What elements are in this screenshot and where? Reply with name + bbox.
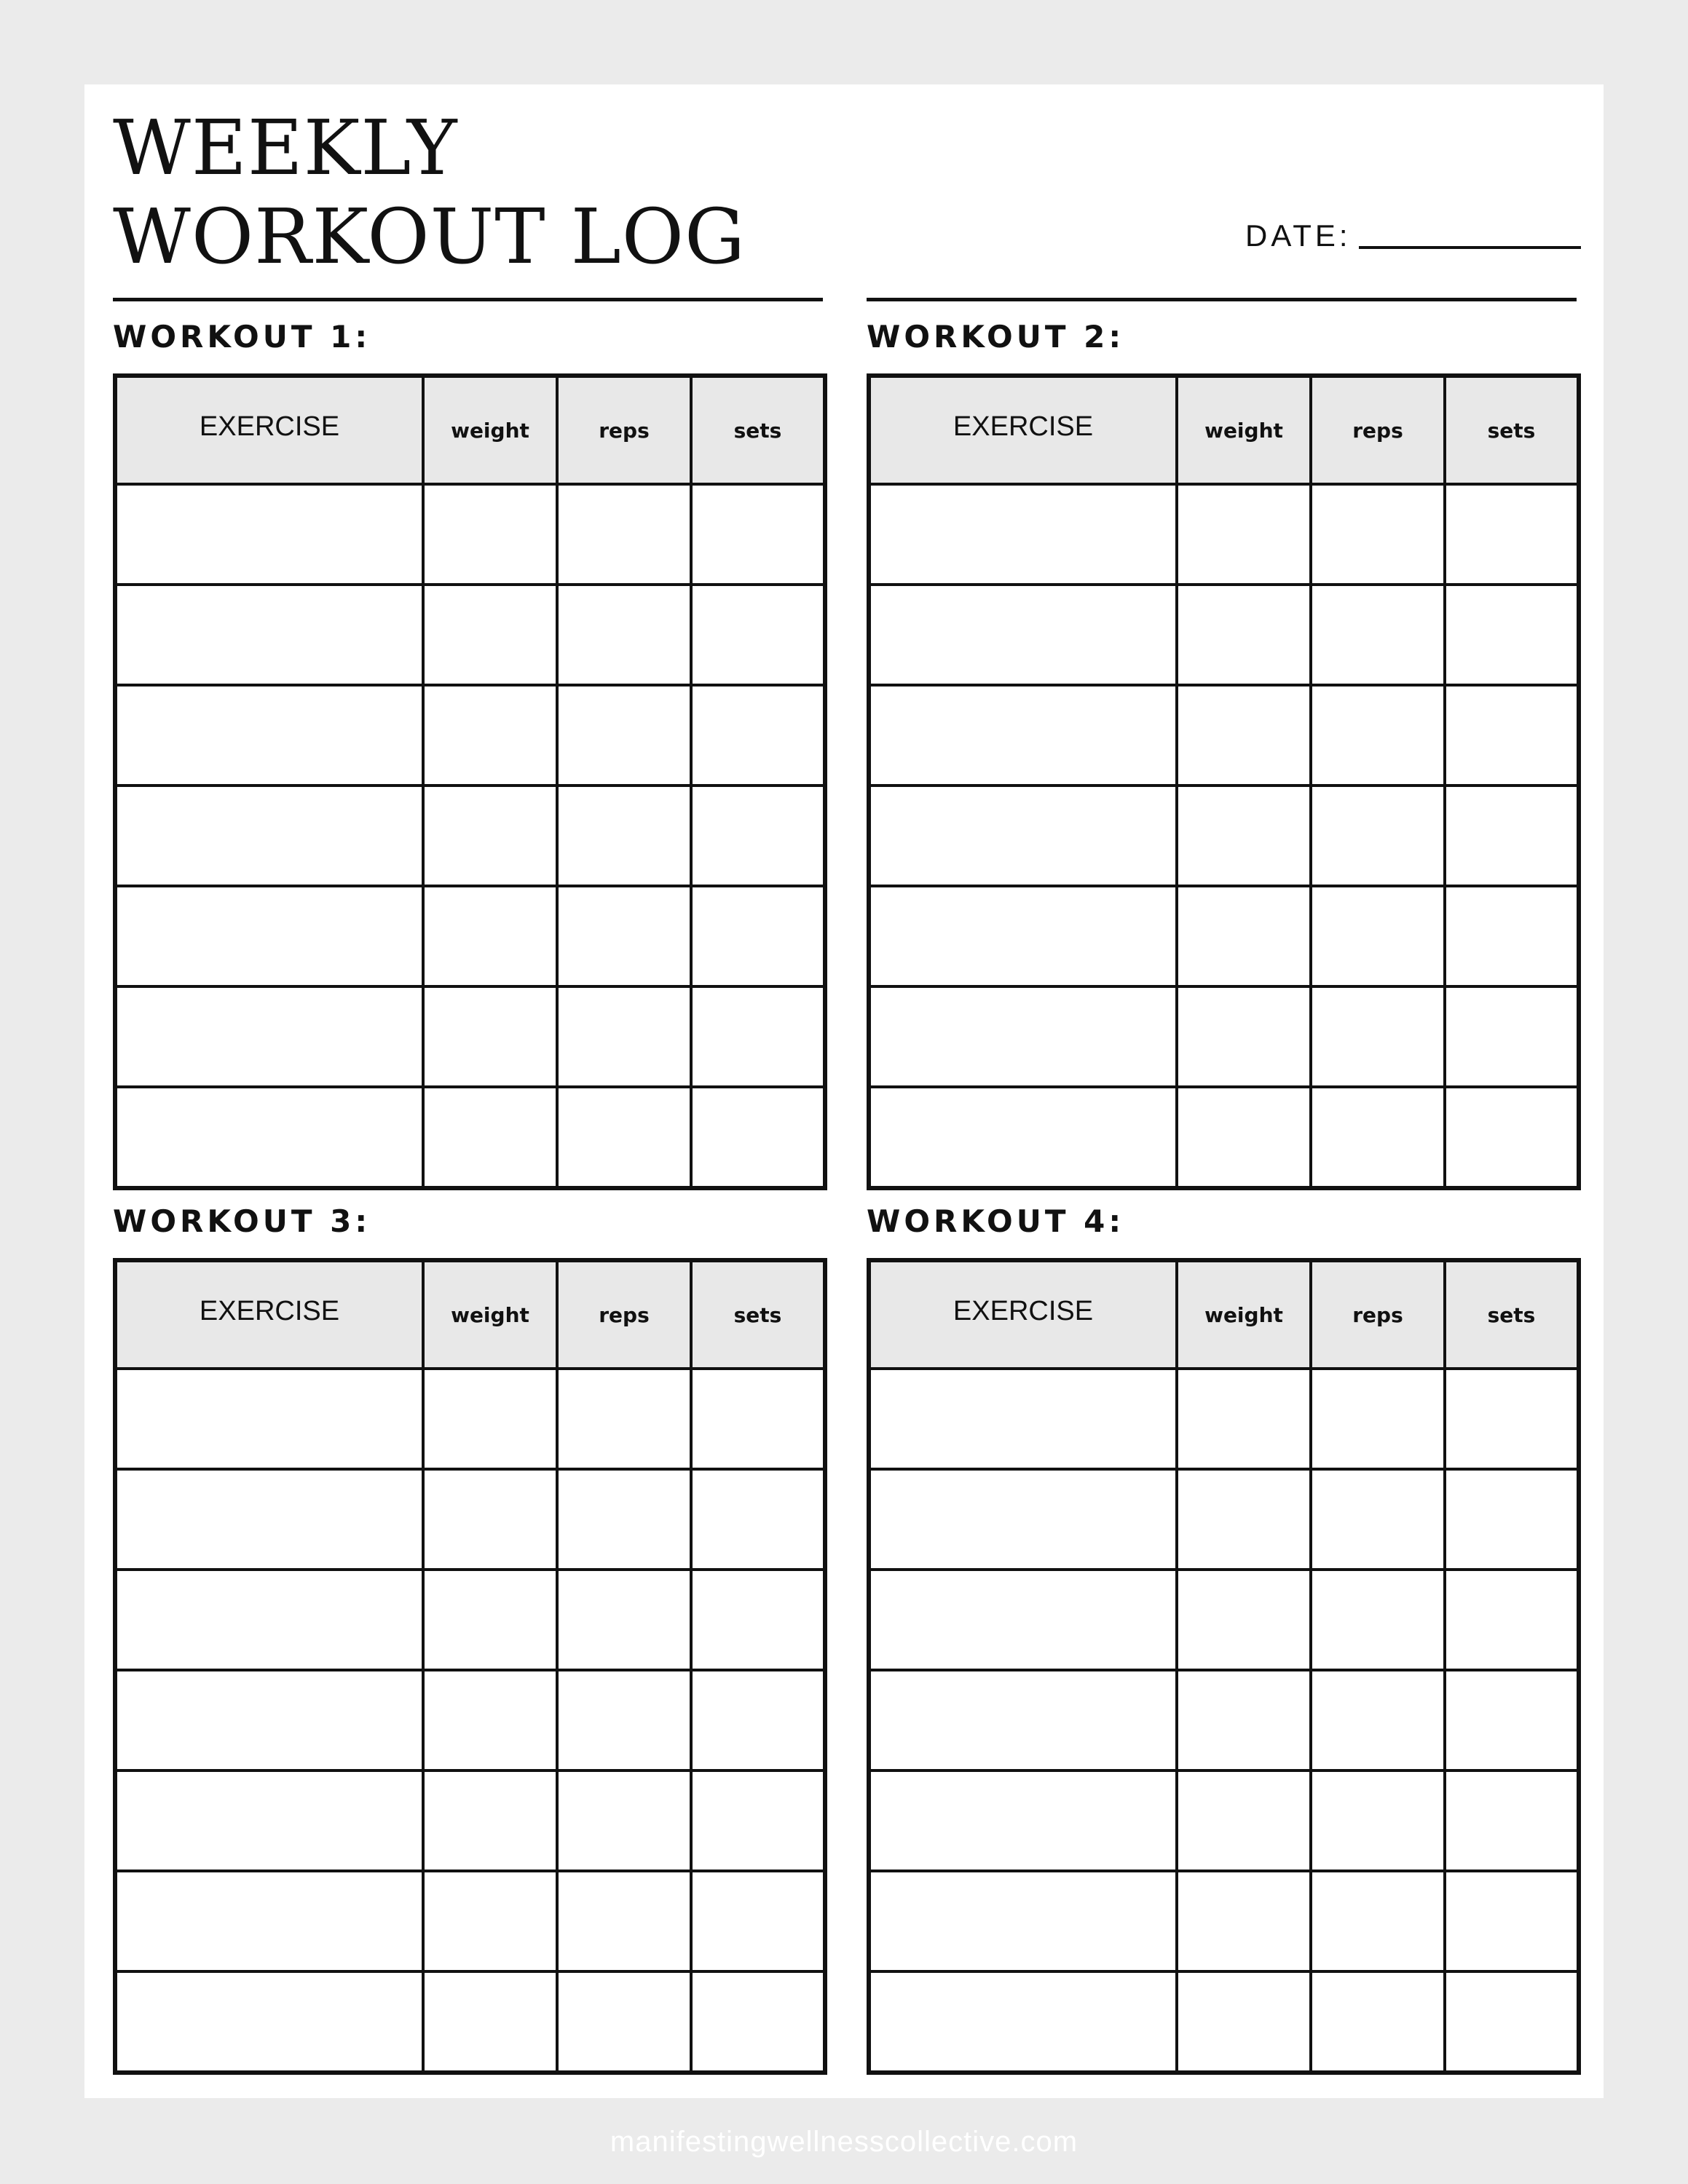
table-row <box>869 1871 1579 1971</box>
sets-cell[interactable] <box>1445 685 1579 786</box>
weight-cell[interactable] <box>1177 1871 1311 1971</box>
reps-cell[interactable] <box>1311 886 1445 986</box>
weight-cell[interactable] <box>1177 1570 1311 1670</box>
header-reps: reps <box>1311 376 1445 484</box>
header-weight: weight <box>1177 1260 1311 1369</box>
website-footer: manifestingwellnesscollective.com <box>610 2126 1078 2158</box>
exercise-cell[interactable] <box>869 1971 1177 2073</box>
weight-cell[interactable] <box>1177 1369 1311 1469</box>
exercise-cell[interactable] <box>869 685 1177 786</box>
table-header-row <box>869 376 1579 484</box>
sets-cell[interactable] <box>1445 1570 1579 1670</box>
sets-cell[interactable] <box>691 886 825 986</box>
weight-cell[interactable] <box>423 1971 557 2073</box>
weight-cell[interactable] <box>423 1369 557 1469</box>
sets-cell[interactable] <box>691 786 825 886</box>
reps-cell[interactable] <box>557 1770 691 1871</box>
exercise-cell[interactable] <box>869 1369 1177 1469</box>
header-exercise: EXERCISE <box>115 1260 423 1369</box>
sets-cell[interactable] <box>1445 1971 1579 2073</box>
weight-cell[interactable] <box>423 585 557 685</box>
sets-cell[interactable] <box>691 1670 825 1770</box>
sets-cell[interactable] <box>1445 585 1579 685</box>
weight-cell[interactable] <box>423 1469 557 1570</box>
header-reps: reps <box>1311 1260 1445 1369</box>
table-row <box>869 484 1579 585</box>
reps-cell[interactable] <box>557 886 691 986</box>
reps-cell[interactable] <box>1311 786 1445 886</box>
table-header-row <box>869 1260 1579 1369</box>
sets-cell[interactable] <box>1445 1087 1579 1188</box>
table-row <box>115 1570 825 1670</box>
sets-cell[interactable] <box>691 484 825 585</box>
exercise-cell[interactable] <box>115 986 423 1087</box>
table-row <box>869 1770 1579 1871</box>
weight-cell[interactable] <box>1177 585 1311 685</box>
sets-cell[interactable] <box>1445 1469 1579 1570</box>
workout-1-heading: WORKOUT 1: <box>113 319 371 355</box>
sets-cell[interactable] <box>1445 1770 1579 1871</box>
workout-3-table <box>113 1258 827 2075</box>
table-row <box>115 986 825 1087</box>
weight-cell[interactable] <box>1177 1670 1311 1770</box>
table-row <box>869 1670 1579 1770</box>
header-reps: reps <box>557 376 691 484</box>
reps-cell[interactable] <box>557 1570 691 1670</box>
reps-cell[interactable] <box>557 1971 691 2073</box>
weight-cell[interactable] <box>1177 886 1311 986</box>
exercise-cell[interactable] <box>869 886 1177 986</box>
table-row <box>115 1369 825 1469</box>
weight-cell[interactable] <box>423 1871 557 1971</box>
exercise-cell[interactable] <box>869 1087 1177 1188</box>
exercise-cell[interactable] <box>869 484 1177 585</box>
exercise-cell[interactable] <box>115 585 423 685</box>
exercise-cell[interactable] <box>115 1871 423 1971</box>
table-row <box>115 786 825 886</box>
workout-2-heading: WORKOUT 2: <box>867 319 1125 355</box>
exercise-cell[interactable] <box>115 685 423 786</box>
weight-cell[interactable] <box>423 986 557 1087</box>
sets-cell[interactable] <box>1445 484 1579 585</box>
reps-cell[interactable] <box>1311 1871 1445 1971</box>
reps-cell[interactable] <box>557 685 691 786</box>
page-title <box>113 103 746 281</box>
header-exercise: EXERCISE <box>869 1260 1177 1369</box>
reps-cell[interactable] <box>1311 1670 1445 1770</box>
exercise-cell[interactable] <box>115 1087 423 1188</box>
table-row <box>115 484 825 585</box>
weight-cell[interactable] <box>1177 1770 1311 1871</box>
header-exercise: EXERCISE <box>869 376 1177 484</box>
sets-cell[interactable] <box>691 1469 825 1570</box>
exercise-cell[interactable] <box>115 1670 423 1770</box>
reps-cell[interactable] <box>1311 1770 1445 1871</box>
table-row <box>869 786 1579 886</box>
weight-cell[interactable] <box>423 886 557 986</box>
weight-cell[interactable] <box>1177 685 1311 786</box>
title-line-weekly: WEEKLY <box>113 103 458 192</box>
weight-cell[interactable] <box>1177 986 1311 1087</box>
exercise-cell[interactable] <box>115 1570 423 1670</box>
reps-cell[interactable] <box>557 484 691 585</box>
header-weight: weight <box>423 1260 557 1369</box>
workout-1-table <box>113 373 827 1190</box>
reps-cell[interactable] <box>557 1369 691 1469</box>
header-sets: sets <box>1445 376 1579 484</box>
exercise-cell[interactable] <box>115 786 423 886</box>
header-reps: reps <box>557 1260 691 1369</box>
workout-2-table <box>867 373 1581 1190</box>
header-sets: sets <box>1445 1260 1579 1369</box>
date-blank-line[interactable] <box>1359 246 1581 249</box>
header-sets: sets <box>691 376 825 484</box>
reps-cell[interactable] <box>557 1670 691 1770</box>
table-header-row <box>115 376 825 484</box>
reps-cell[interactable] <box>1311 986 1445 1087</box>
reps-cell[interactable] <box>557 585 691 685</box>
header-sets: sets <box>691 1260 825 1369</box>
table-header-row <box>115 1260 825 1369</box>
reps-cell[interactable] <box>1311 1087 1445 1188</box>
header-weight: weight <box>1177 376 1311 484</box>
sets-cell[interactable] <box>1445 1369 1579 1469</box>
weight-cell[interactable] <box>1177 786 1311 886</box>
reps-cell[interactable] <box>1311 585 1445 685</box>
date-field[interactable] <box>1245 218 1581 253</box>
date-label: DATE: <box>1245 218 1352 253</box>
exercise-cell[interactable] <box>869 1570 1177 1670</box>
table-row <box>869 986 1579 1087</box>
weight-cell[interactable] <box>423 1670 557 1770</box>
weight-cell[interactable] <box>423 786 557 886</box>
exercise-cell[interactable] <box>115 1369 423 1469</box>
sets-cell[interactable] <box>691 1971 825 2073</box>
sets-cell[interactable] <box>691 1770 825 1871</box>
exercise-cell[interactable] <box>869 986 1177 1087</box>
sets-cell[interactable] <box>691 1087 825 1188</box>
reps-cell[interactable] <box>557 986 691 1087</box>
exercise-cell[interactable] <box>115 1469 423 1570</box>
exercise-cell[interactable] <box>869 1871 1177 1971</box>
table-row <box>869 1570 1579 1670</box>
exercise-cell[interactable] <box>115 1971 423 2073</box>
sets-cell[interactable] <box>691 1570 825 1670</box>
reps-cell[interactable] <box>1311 685 1445 786</box>
reps-cell[interactable] <box>1311 1570 1445 1670</box>
reps-cell[interactable] <box>1311 1369 1445 1469</box>
sets-cell[interactable] <box>1445 1670 1579 1770</box>
sets-cell[interactable] <box>691 585 825 685</box>
reps-cell[interactable] <box>1311 484 1445 585</box>
exercise-cell[interactable] <box>115 886 423 986</box>
workout-3-heading: WORKOUT 3: <box>113 1203 371 1239</box>
table-row <box>869 1369 1579 1469</box>
exercise-cell[interactable] <box>115 484 423 585</box>
reps-cell[interactable] <box>557 1871 691 1971</box>
sets-cell[interactable] <box>691 986 825 1087</box>
exercise-cell[interactable] <box>869 786 1177 886</box>
header-weight: weight <box>423 376 557 484</box>
table-row <box>115 1087 825 1188</box>
sets-cell[interactable] <box>1445 886 1579 986</box>
reps-cell[interactable] <box>557 1087 691 1188</box>
reps-cell[interactable] <box>557 786 691 886</box>
weight-cell[interactable] <box>423 1570 557 1670</box>
header-exercise: EXERCISE <box>115 376 423 484</box>
weight-cell[interactable] <box>1177 1469 1311 1570</box>
workout-4-heading: WORKOUT 4: <box>867 1203 1125 1239</box>
table-row <box>115 685 825 786</box>
table-row <box>115 1670 825 1770</box>
reps-cell[interactable] <box>1311 1469 1445 1570</box>
table-row <box>869 886 1579 986</box>
reps-cell[interactable] <box>1311 1971 1445 2073</box>
weight-cell[interactable] <box>1177 1971 1311 2073</box>
sets-cell[interactable] <box>691 685 825 786</box>
table-row <box>869 1469 1579 1570</box>
table-row <box>115 585 825 685</box>
table-row <box>115 1871 825 1971</box>
exercise-cell[interactable] <box>869 585 1177 685</box>
weight-cell[interactable] <box>1177 484 1311 585</box>
workout-4-table <box>867 1258 1581 2075</box>
table-row <box>115 1770 825 1871</box>
reps-cell[interactable] <box>557 1469 691 1570</box>
sets-cell[interactable] <box>691 1871 825 1971</box>
sets-cell[interactable] <box>1445 986 1579 1087</box>
weight-cell[interactable] <box>423 1087 557 1188</box>
weight-cell[interactable] <box>423 1770 557 1871</box>
divider-left <box>113 298 823 301</box>
table-row <box>115 886 825 986</box>
title-line-workout-log: WORKOUT LOG <box>113 192 746 281</box>
table-row <box>869 585 1579 685</box>
divider-right <box>867 298 1577 301</box>
table-row <box>869 685 1579 786</box>
sets-cell[interactable] <box>1445 1871 1579 1971</box>
weight-cell[interactable] <box>1177 1087 1311 1188</box>
table-row <box>115 1469 825 1570</box>
table-row <box>869 1087 1579 1188</box>
exercise-cell[interactable] <box>115 1770 423 1871</box>
sets-cell[interactable] <box>1445 786 1579 886</box>
exercise-cell[interactable] <box>869 1770 1177 1871</box>
sets-cell[interactable] <box>691 1369 825 1469</box>
table-row <box>869 1971 1579 2073</box>
exercise-cell[interactable] <box>869 1469 1177 1570</box>
table-row <box>115 1971 825 2073</box>
weight-cell[interactable] <box>423 484 557 585</box>
weight-cell[interactable] <box>423 685 557 786</box>
exercise-cell[interactable] <box>869 1670 1177 1770</box>
